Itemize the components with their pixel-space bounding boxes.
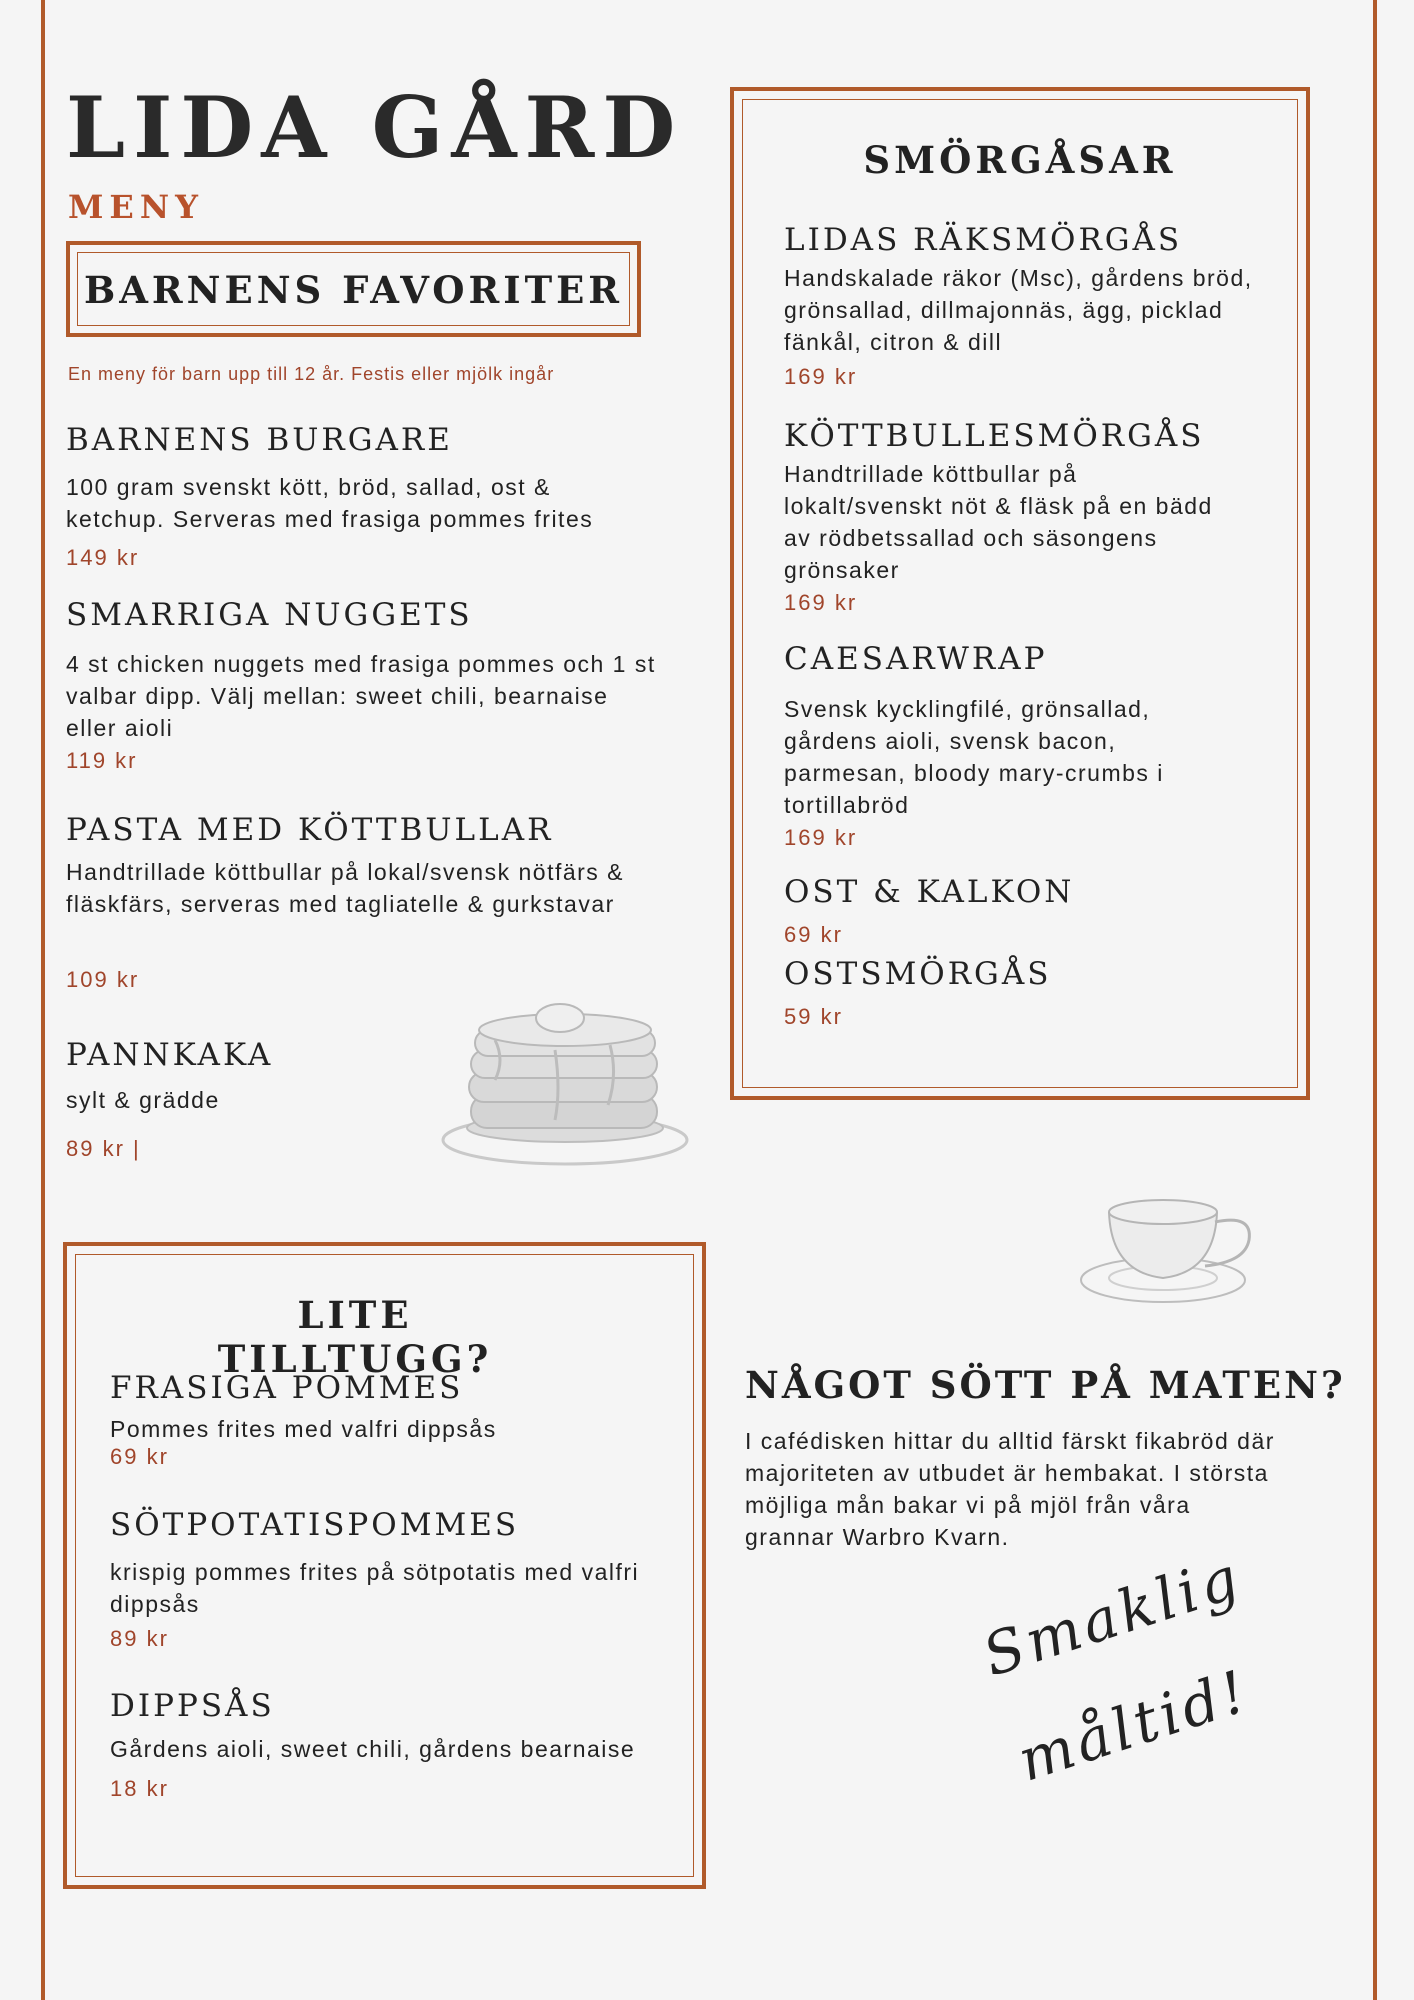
menu-item-name: SÖTPOTATISPOMMES: [110, 1507, 520, 1543]
sweet-heading: NÅGOT SÖTT PÅ MATEN?: [745, 1363, 1346, 1407]
menu-item-price: 89 kr |: [66, 1136, 141, 1161]
right-border-line: [1373, 0, 1377, 2000]
pancake-icon: [435, 1000, 695, 1170]
menu-item-name: PANNKAKA: [66, 1037, 274, 1073]
menu-item-price: 18 kr: [110, 1776, 169, 1801]
menu-item-desc: Pommes frites med valfri dippsås: [110, 1416, 497, 1442]
menu-item-desc: Handtrillade köttbullar på lokal/svensk nötfärs & fläskfärs, serveras med tagliatelle & gurkstavar: [66, 859, 625, 917]
menu-item-desc: Svensk kycklingfilé, grönsallad, gårdens aioli, svensk bacon, parmesan, bloody mary-crumbs i tortillabröd: [784, 696, 1164, 818]
menu-item-name: BARNENS BURGARE: [66, 422, 453, 458]
coffee-cup-icon: [1075, 1192, 1285, 1312]
menu-item-price: 109 kr: [66, 967, 140, 992]
menu-item-desc: sylt & grädde: [66, 1087, 220, 1113]
menu-item-name: LIDAS RÄKSMÖRGÅS: [784, 222, 1183, 258]
menu-item-name: SMARRIGA NUGGETS: [66, 597, 473, 633]
sandwiches-heading: SMÖRGÅSAR: [863, 138, 1177, 182]
menu-item-desc: 4 st chicken nuggets med frasiga pommes och 1 st valbar dipp. Välj mellan: sweet chili, bearnaise eller aioli: [66, 651, 656, 741]
kids-note: En meny för barn upp till 12 år. Festis eller mjölk ingår: [68, 364, 555, 384]
menu-item-name: KÖTTBULLESMÖRGÅS: [784, 418, 1205, 454]
menu-item-name: DIPPSÅS: [110, 1688, 275, 1724]
menu-item-desc: krispig pommes frites på sötpotatis med valfri dippsås: [110, 1559, 640, 1617]
kids-heading: BARNENS FAVORITER: [83, 268, 624, 312]
menu-item-name: OSTSMÖRGÅS: [784, 956, 1052, 992]
menu-item-name: OST & KALKON: [784, 874, 1075, 910]
menu-item-desc: Handtrillade köttbullar på lokalt/svenskt nöt & fläsk på en bädd av rödbetssallad och säsongens grönsaker: [784, 461, 1213, 583]
menu-item-name: CAESARWRAP: [784, 641, 1048, 677]
closing-line-2: måltid!: [1010, 1656, 1258, 1795]
menu-item-price: 149 kr: [66, 545, 140, 570]
sides-heading: LITE TILLTUGG?: [217, 1293, 493, 1381]
page-title: LIDA GÅRD: [66, 78, 684, 177]
menu-item-desc: Gårdens aioli, sweet chili, gårdens bearnaise: [110, 1736, 636, 1762]
closing-line-1: Smaklig: [975, 1542, 1250, 1690]
menu-item-desc: Handskalade räkor (Msc), gårdens bröd, grönsallad, dillmajonnäs, ägg, picklad fänkål, citron & dill: [784, 265, 1253, 355]
left-border-line: [41, 0, 45, 2000]
sweet-text: I cafédisken hittar du alltid färskt fikabröd där majoriteten av utbudet är hembakat. I största möjliga mån bakar vi på mjöl från våra grannar Warbro Kvarn.: [745, 1428, 1275, 1550]
menu-item-price: 89 kr: [110, 1626, 169, 1651]
menu-item-price: 169 kr: [784, 590, 858, 615]
menu-item-desc: 100 gram svenskt kött, bröd, sallad, ost & ketchup. Serveras med frasiga pommes frites: [66, 474, 594, 532]
menu-item-name: FRASIGA POMMES: [110, 1370, 464, 1406]
menu-item-price: 169 kr: [784, 825, 858, 850]
page-subtitle: MENY: [68, 188, 204, 226]
menu-item-price: 69 kr: [110, 1444, 169, 1469]
menu-item-price: 119 kr: [66, 748, 138, 773]
menu-item-price: 169 kr: [784, 364, 858, 389]
menu-item-price: 59 kr: [784, 1004, 843, 1029]
menu-item-price: 69 kr: [784, 922, 843, 947]
menu-item-name: PASTA MED KÖTTBULLAR: [66, 812, 554, 848]
